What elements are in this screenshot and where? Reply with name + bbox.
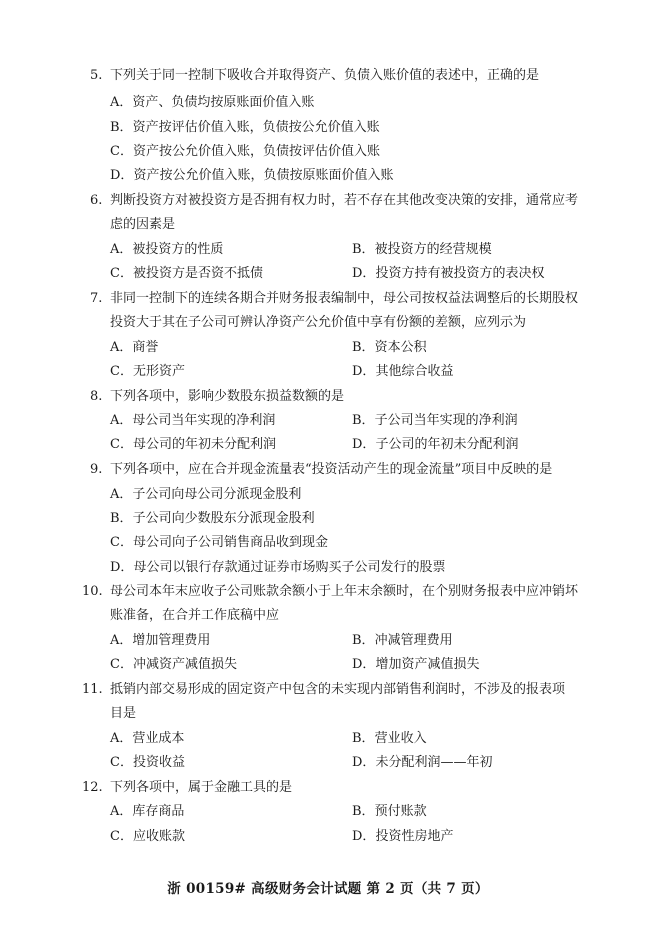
question-stem-line: 非同一控制下的连续各期合并财务报表编制中，母公司按权益法调整后的长期股权 [110,291,579,306]
option-a: A．母公司当年实现的净利润 [110,413,276,428]
question-stem-line: 下列各项中，应在合并现金流量表“投资活动产生的现金流量”项目中反映的是 [110,462,553,477]
question-number: 10. [82,584,103,599]
option-b: B．子公司当年实现的净利润 [352,413,518,428]
option-c: C．应收账款 [110,829,185,844]
question-number: 11. [82,682,103,697]
question-number: 12. [82,780,103,795]
question-stem-line: 母公司本年末应收子公司账款余额小于上年末余额时，在个别财务报表中应冲销坏 [110,584,579,599]
option-a: A．商誉 [110,340,159,355]
option-b: B．冲减管理费用 [352,633,453,648]
option-c: C．被投资方是否资不抵债 [110,266,263,281]
option-a: A．子公司向母公司分派现金股利 [110,487,302,502]
question-number: 5. [90,68,103,83]
question-stem-line: 下列各项中，影响少数股东损益数额的是 [110,389,345,404]
option-d: D．未分配利润——年初 [352,755,493,770]
option-c: C．母公司向子公司销售商品收到现金 [110,535,328,550]
question-number: 7. [90,291,103,306]
question-stem-line: 下列各项中，属于金融工具的是 [110,780,293,795]
question-stem-line: 投资大于其在子公司可辨认净资产公允价值中享有份额的差额，应列示为 [110,315,527,330]
option-d: D．母公司以银行存款通过证券市场购买子公司发行的股票 [110,560,446,575]
option-a: A．增加管理费用 [110,633,211,648]
option-a: A．资产、负债均按原账面价值入账 [110,95,315,110]
question-stem-line: 虑的因素是 [110,217,176,232]
question-stem-line: 账准备，在合并工作底稿中应 [110,608,280,623]
option-d: D．增加资产减值损失 [352,657,480,672]
option-c: C．资产按公允价值入账，负债按评估价值入账 [110,144,380,159]
option-b: B．资产按评估价值入账，负债按公允价值入账 [110,120,380,135]
option-a: A．库存商品 [110,804,185,819]
option-d: D．子公司的年初未分配利润 [352,437,519,452]
option-c: C．无形资产 [110,364,185,379]
option-d: D．其他综合收益 [352,364,454,379]
question-stem-line: 下列关于同一控制下吸收合并取得资产、负债入账价值的表述中，正确的是 [110,68,540,83]
option-c: C．投资收益 [110,755,185,770]
option-b: B．子公司向少数股东分派现金股利 [110,511,315,526]
question-stem-line: 抵销内部交易形成的固定资产中包含的未实现内部销售利润时，不涉及的报表项 [110,682,566,697]
option-a: A．被投资方的性质 [110,242,224,257]
question-number: 6. [90,193,103,208]
option-d: D．投资性房地产 [352,829,454,844]
question-number: 9. [90,462,103,477]
question-stem-line: 目是 [110,706,137,721]
option-b: B．被投资方的经营规模 [352,242,492,257]
page-footer: 浙 00159# 高级财务会计试题 第 2 页（共 7 页） [167,881,489,897]
option-b: B．预付账款 [352,804,427,819]
option-c: C．冲减资产减值损失 [110,657,237,672]
option-a: A．营业成本 [110,731,185,746]
question-number: 8. [90,389,103,404]
question-stem-line: 判断投资方对被投资方是否拥有权力时，若不存在其他改变决策的安排，通常应考 [110,193,579,208]
option-c: C．母公司的年初未分配利润 [110,437,276,452]
option-d: D．投资方持有被投资方的表决权 [352,266,545,281]
option-d: D．资产按公允价值入账，负债按原账面价值入账 [110,168,394,183]
option-b: B．资本公积 [352,340,427,355]
option-b: B．营业收入 [352,731,427,746]
